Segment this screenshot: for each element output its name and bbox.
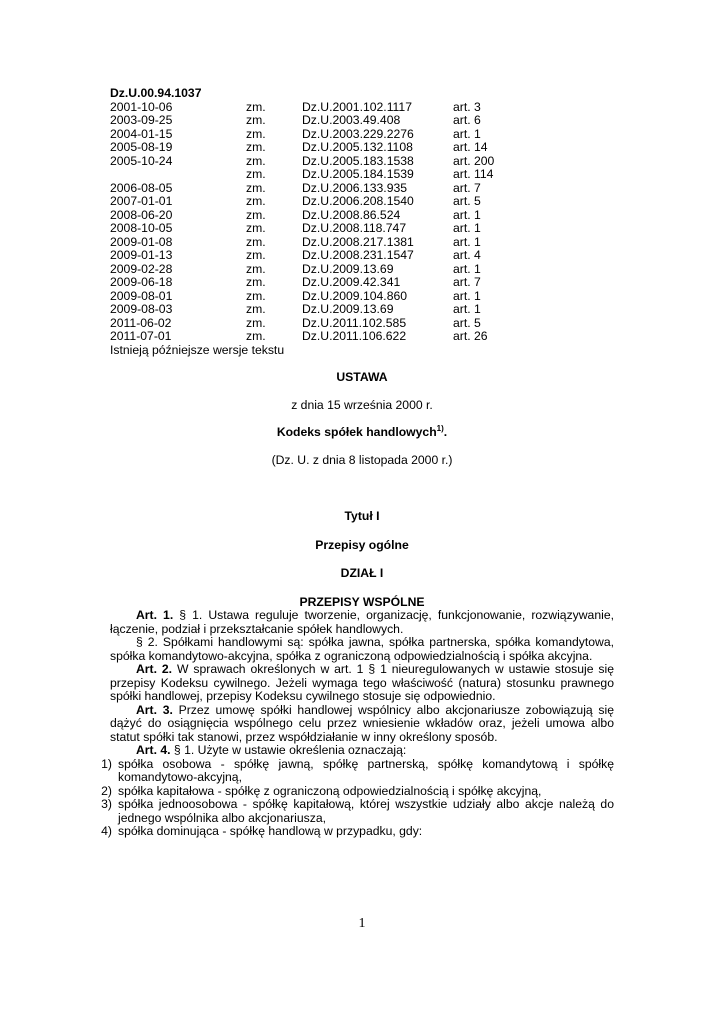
amendment-art: art. 1 — [453, 221, 481, 235]
amendment-row — [110, 222, 494, 236]
amendment-art: art. 1 — [453, 207, 481, 222]
amendment-date: 2001-10-06 — [110, 99, 173, 114]
amendment-row — [110, 276, 494, 290]
list-item-number: 4) — [101, 824, 112, 838]
amendment-row — [110, 209, 494, 223]
amendment-ref: Dz.U.2003.49.408 — [302, 113, 401, 127]
amendment-zm: zm. — [246, 126, 266, 141]
list-item-number: 1) — [101, 756, 112, 771]
amendment-row — [110, 195, 494, 209]
amendment-row — [110, 303, 494, 317]
act-date: z dnia 15 września 2000 r. — [291, 397, 433, 412]
amendment-art: art. 200 — [453, 153, 495, 168]
division-title: DZIAŁ I — [340, 566, 384, 580]
amendment-art: art. 1 — [453, 288, 481, 303]
amendment-ref: Dz.U.2005.184.1539 — [302, 167, 414, 181]
amendment-date: 2009-01-08 — [110, 234, 173, 249]
amendment-zm: zm. — [246, 261, 266, 276]
act-title — [110, 423, 614, 440]
amendment-zm: zm. — [246, 194, 266, 208]
amendment-row — [110, 114, 494, 128]
amendment-art: art. 114 — [453, 167, 494, 181]
amendment-art: art. 4 — [453, 248, 481, 262]
amendment-row — [110, 249, 494, 263]
amendment-zm: zm. — [246, 113, 266, 127]
list-item-text: spółka kapitałowa - spółkę z ograniczoną odpowiedzialnością i spółkę akcyjną, — [118, 783, 542, 798]
article-2 — [110, 663, 614, 704]
amendment-date: 2011-07-01 — [110, 329, 172, 343]
amendment-date: 2009-02-28 — [110, 261, 173, 276]
amendment-row — [110, 101, 494, 115]
amendment-date: 2009-08-01 — [110, 288, 173, 303]
list-item — [101, 824, 614, 839]
journal-id: Dz.U.00.94.1037 — [110, 86, 202, 100]
act-title-end: . — [443, 425, 448, 439]
amendment-row — [110, 141, 494, 155]
amendment-zm: zm. — [246, 99, 266, 114]
amendment-date: 2009-01-13 — [110, 248, 173, 262]
amendment-art: art. 7 — [453, 275, 481, 289]
article-1-paragraph-1 — [110, 609, 614, 636]
article-1-p1-text: § 1. Ustawa reguluje tworzenie, organizację, funkcjonowanie, rozwiązywanie, łączenie, podział i przekształcanie spółek handlowych. — [110, 608, 614, 636]
amendment-art: art. 26 — [453, 329, 488, 343]
amendment-ref: Dz.U.2008.118.747 — [302, 221, 407, 235]
article-3 — [110, 704, 614, 745]
article-3-text: Przez umowę spółki handlowej wspólnicy albo akcjonariusze zobowiązują się dążyć do osiągnięcia wspólnego celu przez wniesienie wkładów oraz, jeżeli umowa albo statut spółki tak stanowi, przez współdziałanie w inny określony sposób. — [110, 702, 614, 744]
amendment-art: art. 1 — [453, 234, 481, 249]
amendment-art: art. 3 — [453, 99, 481, 114]
list-item-text: spółka dominująca - spółkę handlową w przypadku, gdy: — [118, 824, 423, 838]
amendment-ref: Dz.U.2008.231.1547 — [302, 248, 414, 262]
amendment-ref: Dz.U.2008.217.1381 — [302, 234, 414, 249]
act-title-footnote[interactable]: 1) — [436, 423, 444, 433]
amendment-zm: zm. — [246, 180, 266, 195]
article-1-paragraph-2: § 2. Spółkami handlowymi są: spółka jawna, spółka partnerska, spółka komandytowa, spółka komandytowo-akcyjna, spółka z ograniczoną odpowiedzialnością i spółka akcyjna. — [110, 635, 614, 663]
amendment-date: 2005-08-19 — [110, 140, 173, 154]
amendment-zm: zm. — [246, 288, 266, 303]
division-name: PRZEPISY WSPÓLNE — [299, 594, 425, 609]
amendment-row — [110, 182, 494, 196]
amendment-date: 2003-09-25 — [110, 113, 173, 127]
amendment-art: art. 1 — [453, 302, 481, 316]
list-item-number: 2) — [101, 783, 112, 798]
document-page — [101, 86, 614, 839]
amendment-date: 2006-08-05 — [110, 180, 173, 195]
article-4-intro-text: § 1. Użyte w ustawie określenia oznaczają: — [170, 743, 407, 757]
amendment-date: 2009-06-18 — [110, 275, 173, 289]
amendment-ref: Dz.U.2009.13.69 — [302, 302, 394, 316]
amendment-ref: Dz.U.2011.102.585 — [302, 315, 407, 330]
amendment-ref: Dz.U.2009.42.341 — [302, 275, 401, 289]
amendment-zm: zm. — [246, 153, 266, 168]
amendment-date: 2004-01-15 — [110, 126, 173, 141]
article-4-intro — [110, 744, 614, 758]
amendment-art: art. 1 — [453, 126, 481, 141]
article-4-definitions-list — [101, 756, 614, 839]
amendment-art: art. 5 — [453, 194, 481, 208]
amendment-ref: Dz.U.2009.104.860 — [302, 288, 408, 303]
amendment-zm: zm. — [246, 302, 266, 316]
amendment-date — [110, 168, 246, 182]
amendment-art: art. 14 — [453, 140, 488, 154]
amendments-table — [110, 101, 494, 344]
article-4-label: Art. 4. — [136, 743, 171, 757]
part-title: Tytuł I — [344, 509, 380, 523]
amendment-zm: zm. — [246, 234, 266, 249]
list-item — [101, 756, 614, 785]
amendment-zm: zm. — [246, 221, 266, 235]
later-versions-note: Istnieją późniejsze wersje tekstu — [110, 342, 285, 357]
list-item-number: 3) — [101, 797, 112, 811]
amendment-row — [110, 168, 494, 182]
article-1-label: Art. 1. — [136, 608, 174, 622]
list-item-text: spółka jednoosobowa - spółkę kapitałową, której wszystkie udziały albo akcje należą do jednego wspólnika albo akcjonariusza, — [118, 797, 614, 825]
amendment-date: 2005-10-24 — [110, 153, 173, 168]
amendment-art: art. 7 — [453, 180, 481, 195]
amendment-row — [110, 236, 494, 250]
article-3-label: Art. 3. — [136, 702, 173, 717]
amendment-row — [110, 155, 494, 169]
amendment-zm: zm. — [246, 167, 266, 181]
amendment-ref: Dz.U.2009.13.69 — [302, 261, 394, 276]
list-item — [101, 783, 614, 799]
act-type: USTAWA — [336, 370, 388, 384]
amendment-ref: Dz.U.2001.102.1117 — [302, 99, 412, 114]
part-title-name: Przepisy ogólne — [315, 537, 409, 552]
amendment-date: 2008-06-20 — [110, 207, 173, 222]
amendment-zm: zm. — [246, 315, 266, 330]
amendment-date: 2008-10-05 — [110, 221, 173, 235]
act-title-text: Kodeks spółek handlowych — [276, 425, 437, 439]
amendment-zm: zm. — [246, 329, 266, 343]
amendment-zm: zm. — [246, 275, 266, 289]
amendment-ref: Dz.U.2011.106.622 — [302, 329, 407, 343]
amendment-ref: Dz.U.2005.183.1538 — [302, 153, 414, 168]
amendment-row — [110, 330, 494, 344]
amendment-row — [110, 263, 494, 277]
list-item — [101, 797, 614, 825]
article-2-label: Art. 2. — [136, 662, 173, 676]
amendment-ref: Dz.U.2005.132.1108 — [302, 140, 413, 154]
amendment-row — [110, 128, 494, 142]
amendment-date: 2007-01-01 — [110, 194, 173, 208]
list-item-text: spółka osobowa - spółkę jawną, spółkę partnerską, spółkę komandytową i spółkę komandytowo-akcyjną, — [118, 756, 614, 784]
amendment-date: 2009-08-03 — [110, 302, 173, 316]
amendment-row — [110, 290, 494, 304]
page-number: 1 — [358, 916, 366, 931]
amendment-ref: Dz.U.2008.86.524 — [302, 207, 401, 222]
amendment-ref: Dz.U.2006.208.1540 — [302, 194, 414, 208]
amendment-art: art. 5 — [453, 315, 481, 330]
amendment-zm: zm. — [246, 140, 266, 154]
amendment-row — [110, 317, 494, 331]
amendment-ref: Dz.U.2003.229.2276 — [302, 126, 414, 141]
amendment-ref: Dz.U.2006.133.935 — [302, 180, 408, 195]
amendment-zm: zm. — [246, 207, 266, 222]
article-2-text: W sprawach określonych w art. 1 § 1 nieuregulowanych w ustawie stosuje się przepisy Kodeksu cywilnego. Jeżeli wymaga tego właściwość (natura) stosunku prawnego spółki handlowej, przepisy Kodeksu cywilnego stosuje się odpowiednio. — [110, 662, 614, 703]
amendment-art: art. 1 — [453, 261, 481, 276]
amendment-date: 2011-06-02 — [110, 315, 172, 330]
act-publication: (Dz. U. z dnia 8 listopada 2000 r.) — [271, 452, 453, 467]
amendment-art: art. 6 — [453, 113, 481, 127]
amendment-zm: zm. — [246, 248, 266, 262]
